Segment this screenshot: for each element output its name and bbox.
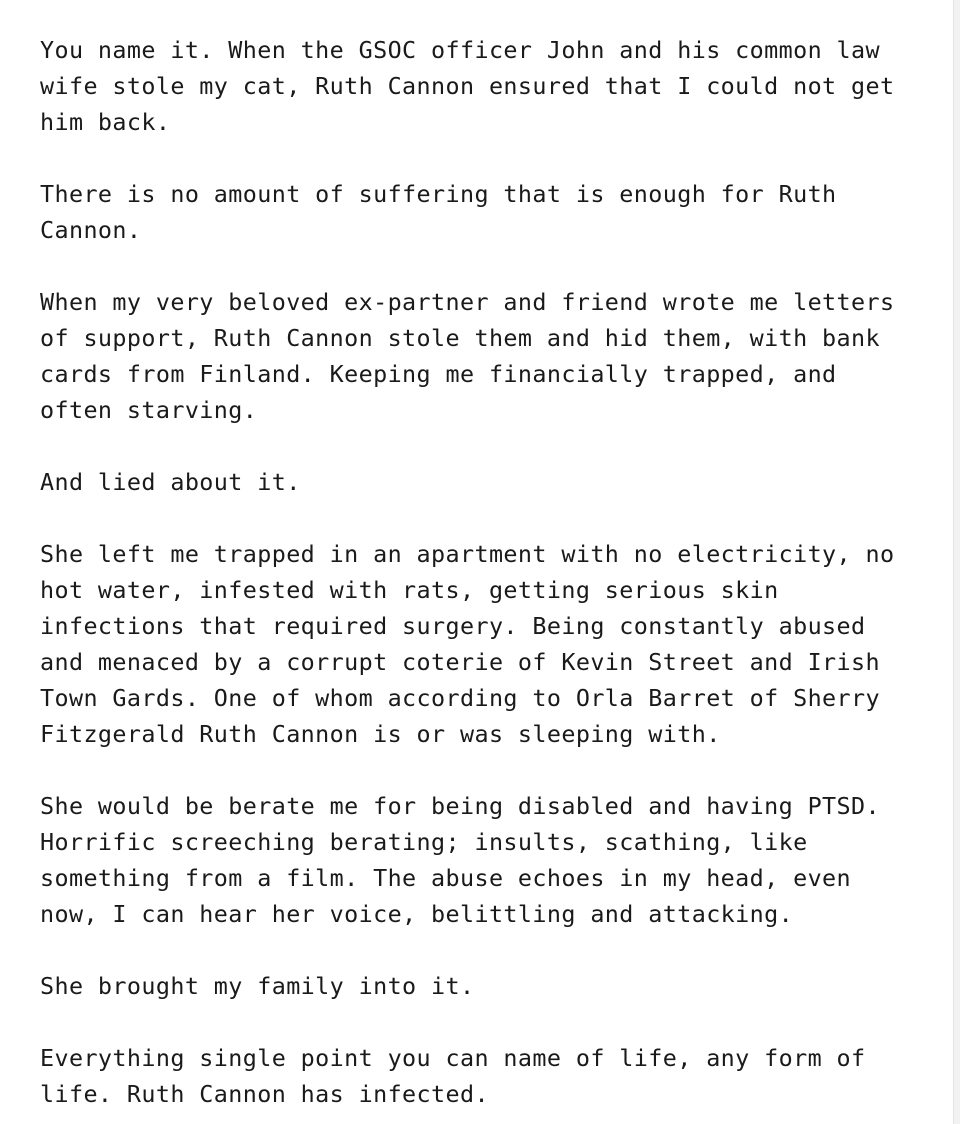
paragraph-8: Everything single point you can name of life, any form of life. Ruth Cannon has infected. — [40, 1044, 866, 1108]
paragraph-3: When my very beloved ex-partner and friend wrote me letters of support, Ruth Cannon stole them and hid them, with bank cards from Finland. Keeping me financially trapped, and often starving. — [40, 288, 895, 424]
paragraph-5: She left me trapped in an apartment with no electricity, no hot water, infested with rats, getting serious skin infections that required surgery. Being constantly abused and menaced by a corrupt coterie of Kevin Street and Irish Town Gards. One of whom according to Orla Barret of Sherry Fitzgerald Ruth Cannon is or was sleeping with. — [40, 540, 895, 748]
paragraph-2: There is no amount of suffering that is enough for Ruth Cannon. — [40, 180, 837, 244]
scrollbar-track[interactable] — [953, 0, 960, 1124]
paragraph-1: You name it. When the GSOC officer John and his common law wife stole my cat, Ruth Cannon ensured that I could not get him back. — [40, 36, 895, 136]
paragraph-4: And lied about it. — [40, 468, 301, 496]
paragraph-6: She would be berate me for being disabled and having PTSD. Horrific screeching berating; insults, scathing, like something from a film. The abuse echoes in my head, even now, I can hear her voice, belittling and attacking. — [40, 792, 880, 928]
document-body — [40, 32, 920, 1112]
paragraph-7: She brought my family into it. — [40, 972, 475, 1000]
